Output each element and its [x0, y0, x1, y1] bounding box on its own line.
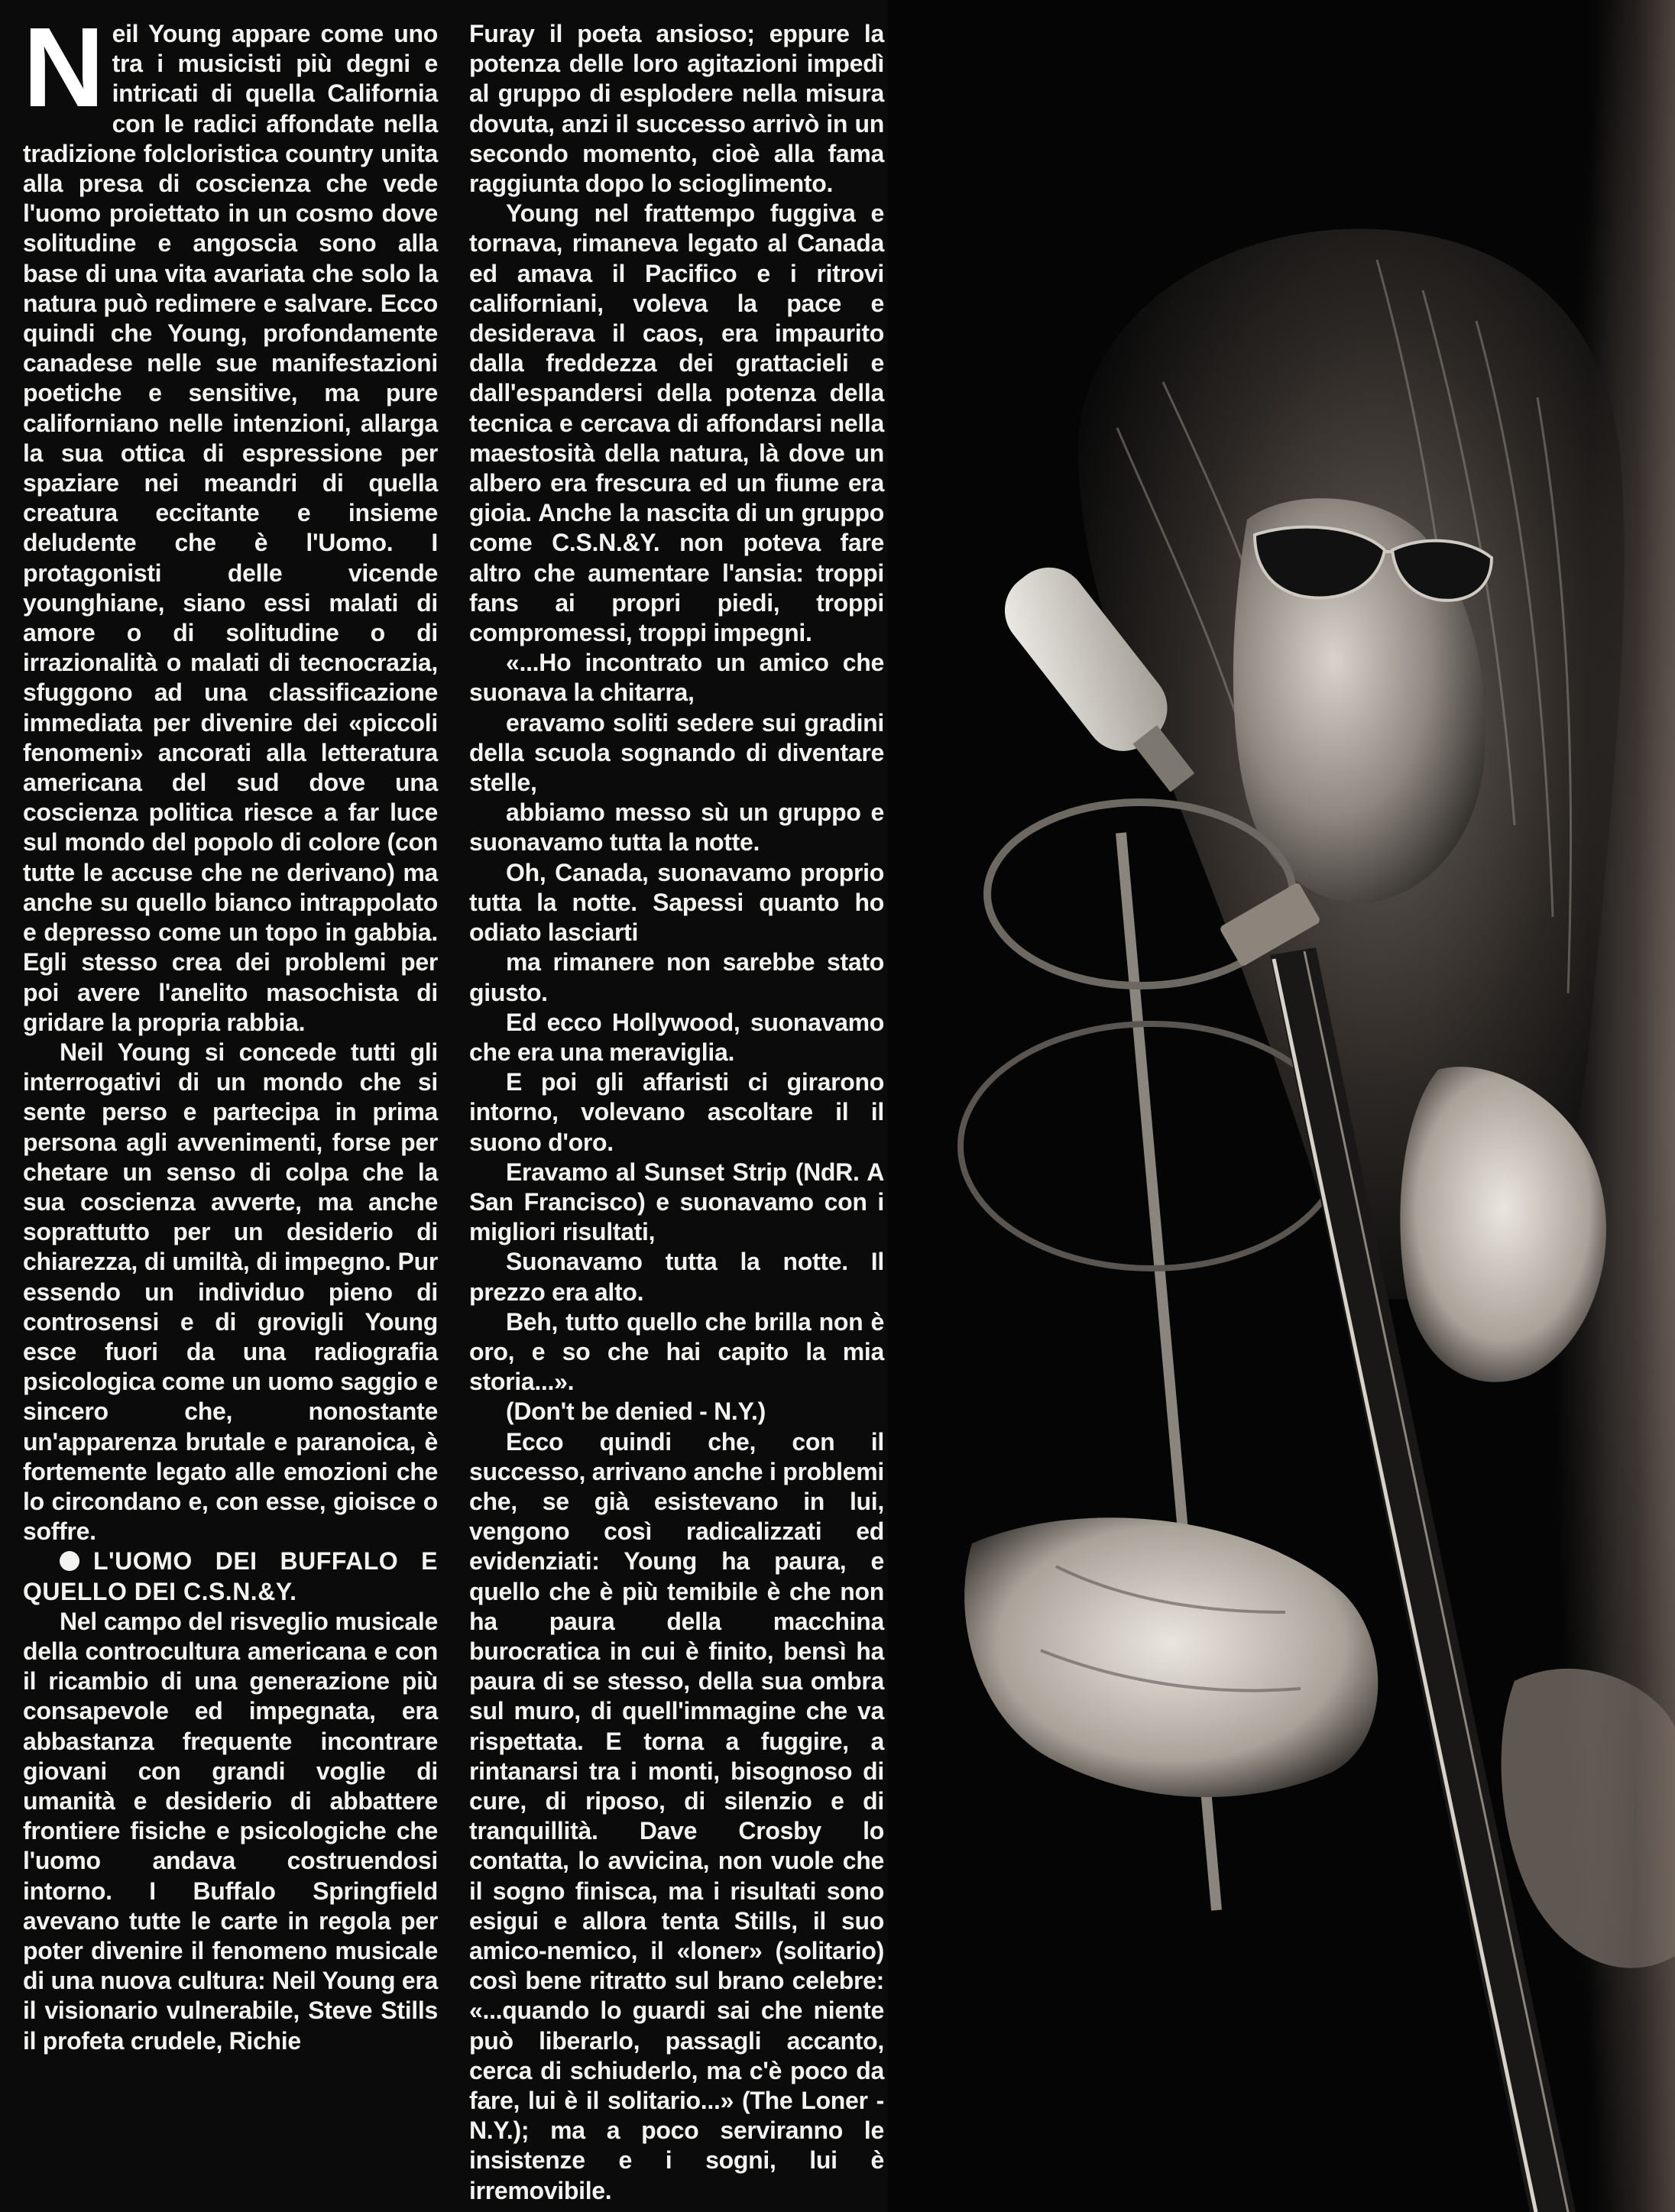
paragraph-3: Nel campo del risveglio musicale della controcultura americana e con il ricambio di una generazione più consapevole ed impegnata, era abbastanza frequente incontrare giovani con grandi voglie di umanità e desiderio di abbattere frontiere fisiche e psicologiche che l'uomo andava costruendosi intorno. I Buffalo Springfield avevano tutte le carte in regola per poter divenire il fenomeno musicale di una nuova cultura: Neil Young era il visionario vulnerabile, Steve Stills il profeta crudele, Richie	[23, 1607, 438, 2055]
verse-line: ma rimanere non sarebbe stato giusto.	[469, 948, 884, 1006]
paragraph-2: Neil Young si concede tutti gli interrogativi di un mondo che si sente perso e partecipa in prima persona agli avvenimenti, forse per chetare un senso di colpa che la sua coscienza avverte, ma anche soprattutto per un desiderio di chiarezza, di umiltà, di impegno. Pur essendo un individuo pieno di controsensi e di grovigli Young esce fuori da una radiografia psicologica come un uomo saggio e sincero che, nonostante un'apparenza brutale e paranoica, è fortemente legato alle emozioni che lo circondano e, con esse, gioisce o soffre.	[23, 1038, 438, 1546]
paragraph-5: Ecco quindi che, con il successo, arrivano anche i problemi che, se già esistevano in lui, vengono così radicalizzati ed evidenziati: Young ha paura, e quello che è più temibile è che non ha paura della macchina burocratica in cui è finito, bensì ha paura di se stesso, della sua ombra sul muro, di quell'immagine che va rispettata. E torna a fuggire, a rintanarsi tra i monti, bisognoso di cure, di riposo, di silenzio e di tranquillità. Dave Crosby lo contatta, lo avvicina, non vuole che il sogno finisca, ma i risultati sono esigui e allora tenta Stills, il suo amico-nemico, il «loner» (solitario) così bene ritratto sul brano celebre: «...quando lo guardi sai che niente può liberarlo, passagli accanto, cerca di schiuderlo, ma c'è poco da fare, lui è il solitario...» (The Loner - N.Y.); ma a poco serviranno le insistenze e i sogni, lui è irremovibile.	[469, 1427, 884, 2204]
verse-line: «...Ho incontrato un amico che suonava la chitarra,	[469, 649, 884, 707]
verse-line: abbiamo messo sù un gruppo e suonavamo tutta la notte.	[469, 798, 884, 857]
paragraph-4: Young nel frattempo fuggiva e tornava, rimaneva legato al Canada ed amava il Pacifico e i ritrovi californiani, voleva la pace e desiderava il caos, era impaurito dalla freddezza dei grattacieli e dall'espandersi della potenza della tecnica e cercava di affondarsi nella maestosità della natura, là dove un albero era frescura ed un fiume era gioia. Anche la nascita di un gruppo come C.S.N.&Y. non poteva fare altro che aumentare l'ansia: troppi fans ai propri piedi, troppi compromessi, troppi impegni.	[469, 199, 884, 647]
verse-line: Ed ecco Hollywood, suonavamo che era una meraviglia.	[469, 1008, 884, 1066]
article-column-right	[469, 19, 884, 2204]
verse-line: Suonavamo tutta la notte. Il prezzo era alto.	[469, 1248, 884, 1306]
intro-paragraph	[23, 5, 438, 1038]
intro-text: eil Young appare come uno tra i musicisti più degni e intricati di quella California con le radici affondate nella tradizione folcloristica country unita alla presa di coscienza che vede l'uomo proiettato in un cosmo dove solitudine e angoscia sono alla base di una vita avariata che solo la natura può redimere e salvare. Ecco quindi che Young, profondamente canadese nelle sue manifestazioni poetiche e sensitive, ma pure californiano nelle intenzioni, allarga la sua ottica di espressione per spaziare nei meandri di quella creatura eccitante e insieme deludente che è l'Uomo. I protagonisti delle vicende younghiane, siano essi malati di amore o di solitudine o di irrazionalità o malati di tecnocrazia, sfuggono ad una classificazione immediata per divenire dei «piccoli fenomeni» ancorati alla letteratura americana del sud dove una coscienza politica riesce a far luce sul mondo del popolo di colore (con tutte le accuse che ne derivano) ma anche su quello bianco intrappolato e depresso come un topo in gabbia. Egli stesso crea dei problemi per poi avere l'anelito masochista di gridare la propria rabbia.	[23, 20, 438, 1036]
verse-line: Oh, Canada, suonavamo proprio tutta la notte. Sapessi quanto ho odiato lasciarti	[469, 858, 884, 947]
verse-line: Beh, tutto quello che brilla non è oro, e so che hai capito la mia storia...».	[469, 1307, 884, 1396]
musician-photo-illustration	[888, 0, 1675, 2212]
section-heading-text: L'UOMO DEI BUFFALO E QUELLO DEI C.S.N.&Y.	[23, 1547, 438, 1605]
verse-line: eravamo soliti sedere sui gradini della scuola sognando di diventare stelle,	[469, 708, 884, 797]
drop-cap: N	[23, 5, 105, 131]
bullet-icon	[60, 1551, 79, 1571]
article-column-left	[23, 5, 438, 2189]
verse-credit: (Don't be denied - N.Y.)	[506, 1397, 766, 1426]
verse-line: E poi gli affaristi ci girarono intorno, volevano ascoltare il il suono d'oro.	[469, 1068, 884, 1156]
paragraph-3-continued: Furay il poeta ansioso; eppure la potenza delle loro agitazioni impedì al gruppo di esplodere nella misura dovuta, anzi il successo arrivò in un secondo momento, cioè alla fama raggiunta dopo lo scioglimento.	[469, 20, 884, 198]
verse-line: Eravamo al Sunset Strip (NdR. A San Francisco) e suonavamo con i migliori risultati,	[469, 1158, 884, 1246]
concert-photo	[888, 0, 1675, 2212]
section-heading	[23, 1546, 438, 1606]
page-gutter	[1589, 0, 1675, 2212]
article-columns	[23, 5, 889, 2204]
